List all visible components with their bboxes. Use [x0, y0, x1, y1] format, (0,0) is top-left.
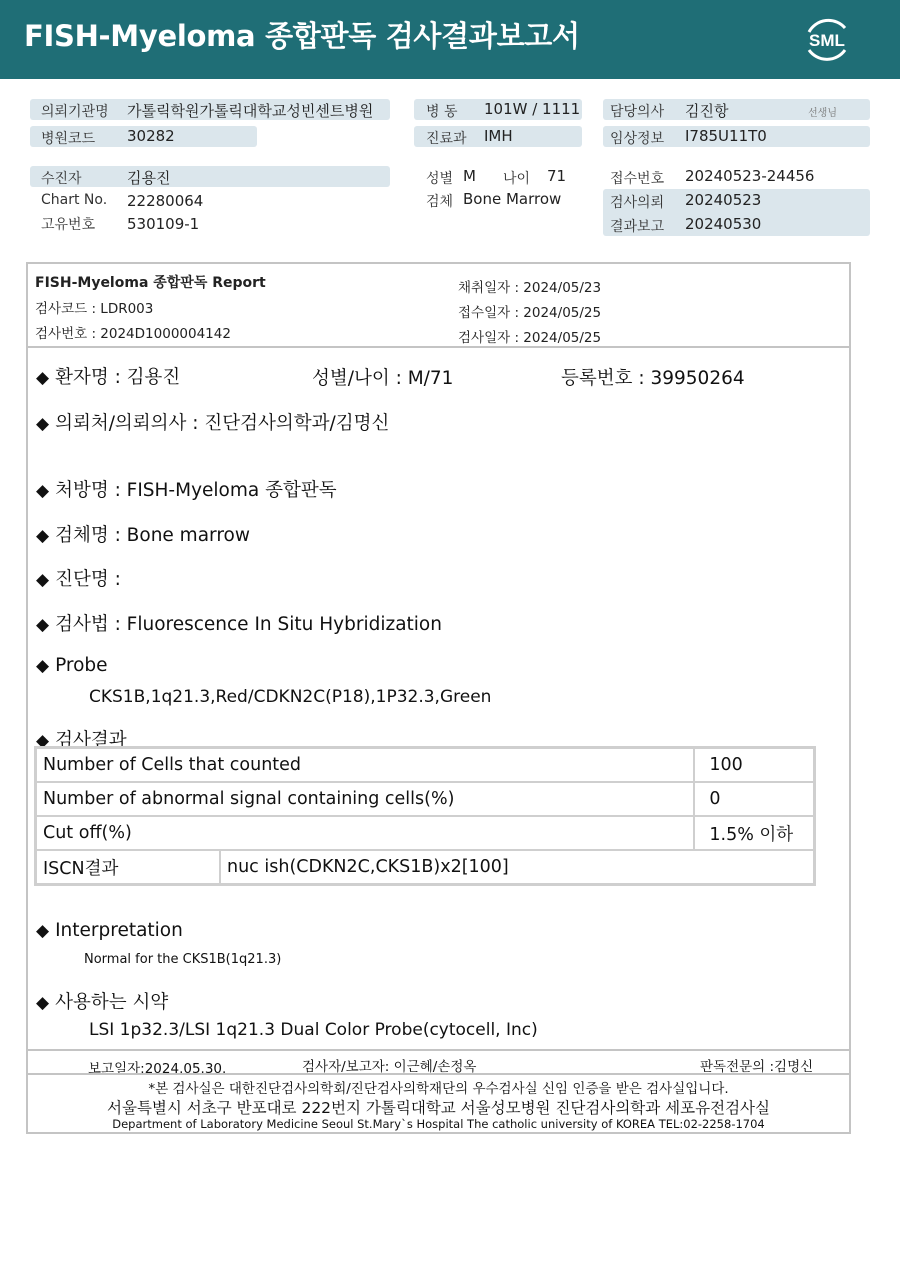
specimen-label: 검체	[426, 194, 454, 210]
patient-label: 수진자	[41, 171, 82, 187]
prescription-line: ◆ 처방명 : FISH-Myeloma 종합판독	[36, 480, 337, 501]
diamond-bullet-icon: ◆	[36, 526, 50, 546]
diamond-bullet-icon: ◆	[36, 615, 50, 635]
age-label: 나이	[503, 171, 531, 187]
clinical-info-label: 임상정보	[610, 131, 665, 147]
interpretation-text: Normal for the CKS1B(1q21.3)	[84, 952, 282, 967]
table-cell: 0	[694, 782, 814, 816]
doctor-suffix: 선생님	[808, 108, 837, 119]
ward-value: 101W / 1111	[484, 100, 581, 118]
probe-text: CKS1B,1q21.3,Red/CDKN2C(P18),1P32.3,Green	[89, 687, 492, 707]
dept-value: IMH	[484, 127, 513, 145]
ward-label: 병 동	[426, 104, 458, 120]
unique-no-value: 530109-1	[127, 215, 200, 233]
doctor-value: 김진항	[685, 102, 729, 120]
table-cell: Cut off(%)	[36, 816, 695, 850]
hospital-code-label: 병원코드	[41, 131, 96, 147]
sex-age-line: 성별/나이 : M/71	[312, 368, 454, 389]
diamond-bullet-icon: ◆	[36, 368, 50, 388]
institution-value: 가톨릭학원가톨릭대학교성빈센트병원	[127, 102, 374, 120]
doctor-label: 담당의사	[610, 104, 665, 120]
hospital-code-value: 30282	[127, 127, 175, 145]
table-row	[36, 816, 815, 850]
dept-label: 진료과	[426, 131, 467, 147]
sex-label: 성별	[426, 171, 454, 187]
receipt-no-value: 20240523-24456	[685, 167, 815, 185]
diamond-bullet-icon: ◆	[36, 993, 50, 1013]
request-date-value: 20240523	[685, 191, 762, 209]
address-korean: 서울특별시 서초구 반포대로 222번지 가톨릭대학교 서울성모병원 진단검사의학과 세포유전검사실	[107, 1099, 770, 1117]
result-date-value: 20240530	[685, 215, 762, 233]
table-cell: 100	[694, 748, 814, 783]
chart-no-label: Chart No.	[41, 192, 108, 208]
table-row	[36, 782, 815, 816]
receipt-date: 접수일자 : 2024/05/25	[458, 305, 602, 321]
institution-label: 의뢰기관명	[41, 104, 109, 120]
specimen-value: Bone Marrow	[463, 190, 562, 208]
registration-line: 등록번호 : 39950264	[561, 368, 745, 389]
diamond-bullet-icon: ◆	[36, 921, 50, 941]
diamond-bullet-icon: ◆	[36, 481, 50, 501]
diagnosis-line: ◆ 진단명 :	[36, 569, 121, 590]
table-cell: Number of Cells that counted	[36, 748, 695, 783]
table-row	[36, 850, 815, 885]
unique-no-label: 고유번호	[41, 217, 96, 233]
probe-heading: ◆ Probe	[36, 655, 108, 676]
interpretation-heading: ◆ Interpretation	[36, 920, 183, 941]
test-number: 검사번호 : 2024D1000004142	[35, 326, 231, 342]
divider	[28, 346, 849, 348]
sml-logo	[800, 12, 854, 66]
diamond-bullet-icon: ◆	[36, 414, 50, 434]
specialist: 판독전문의 :김명신	[700, 1059, 814, 1075]
method-line: ◆ 검사법 : Fluorescence In Situ Hybridization	[36, 614, 442, 635]
divider	[28, 1073, 849, 1075]
age-value: 71	[547, 167, 567, 185]
report-title: FISH-Myeloma 종합판독 Report	[35, 275, 266, 291]
info-pill	[30, 166, 390, 187]
diamond-bullet-icon: ◆	[36, 570, 50, 590]
reporter: 검사자/보고자: 이근혜/손정옥	[302, 1059, 477, 1075]
diamond-bullet-icon: ◆	[36, 656, 50, 676]
test-code: 검사코드 : LDR003	[35, 301, 154, 317]
collect-date: 채취일자 : 2024/05/23	[458, 280, 602, 296]
result-heading: ◆ 검사결과	[36, 730, 127, 751]
patient-value: 김용진	[127, 169, 171, 187]
requester-line: ◆ 의뢰처/의뢰의사 : 진단검사의학과/김명신	[36, 413, 390, 434]
page-title: FISH-Myeloma 종합판독 검사결과보고서	[24, 19, 580, 53]
chart-no-value: 22280064	[127, 192, 204, 210]
reagent-heading: ◆ 사용하는 시약	[36, 992, 169, 1013]
sml-logo-text: SML	[809, 31, 845, 50]
report-date: 보고일자:2024.05.30.	[88, 1061, 227, 1077]
table-cell: nuc ish(CDKN2C,CKS1B)x2[100]	[220, 850, 815, 885]
receipt-no-label: 접수번호	[610, 171, 665, 187]
table-row	[36, 748, 815, 783]
diamond-bullet-icon: ◆	[36, 731, 50, 751]
address-english: Department of Laboratory Medicine Seoul St.Mary`s Hospital The catholic university of KOREA TEL:02-2258-1704	[112, 1117, 765, 1131]
patient-line: ◆ 환자명 : 김용진	[36, 367, 181, 388]
sex-value: M	[463, 167, 476, 185]
result-table	[34, 746, 816, 886]
table-cell: 1.5% 이하	[694, 816, 814, 850]
specimen-line: ◆ 검체명 : Bone marrow	[36, 525, 250, 546]
report-box	[26, 262, 851, 1134]
divider	[28, 1049, 849, 1051]
table-cell: Number of abnormal signal containing cells(%)	[36, 782, 695, 816]
result-date-label: 결과보고	[610, 219, 665, 235]
request-date-label: 검사의뢰	[610, 195, 665, 211]
table-cell: ISCN결과	[36, 850, 221, 885]
certification-note: *본 검사실은 대한진단검사의학회/진단검사의학재단의 우수검사실 신임 인증을 받은 검사실입니다.	[148, 1081, 729, 1097]
test-date: 검사일자 : 2024/05/25	[458, 330, 602, 346]
clinical-info-value: I785U11T0	[685, 127, 767, 145]
reagent-text: LSI 1p32.3/LSI 1q21.3 Dual Color Probe(cytocell, Inc)	[89, 1020, 538, 1040]
